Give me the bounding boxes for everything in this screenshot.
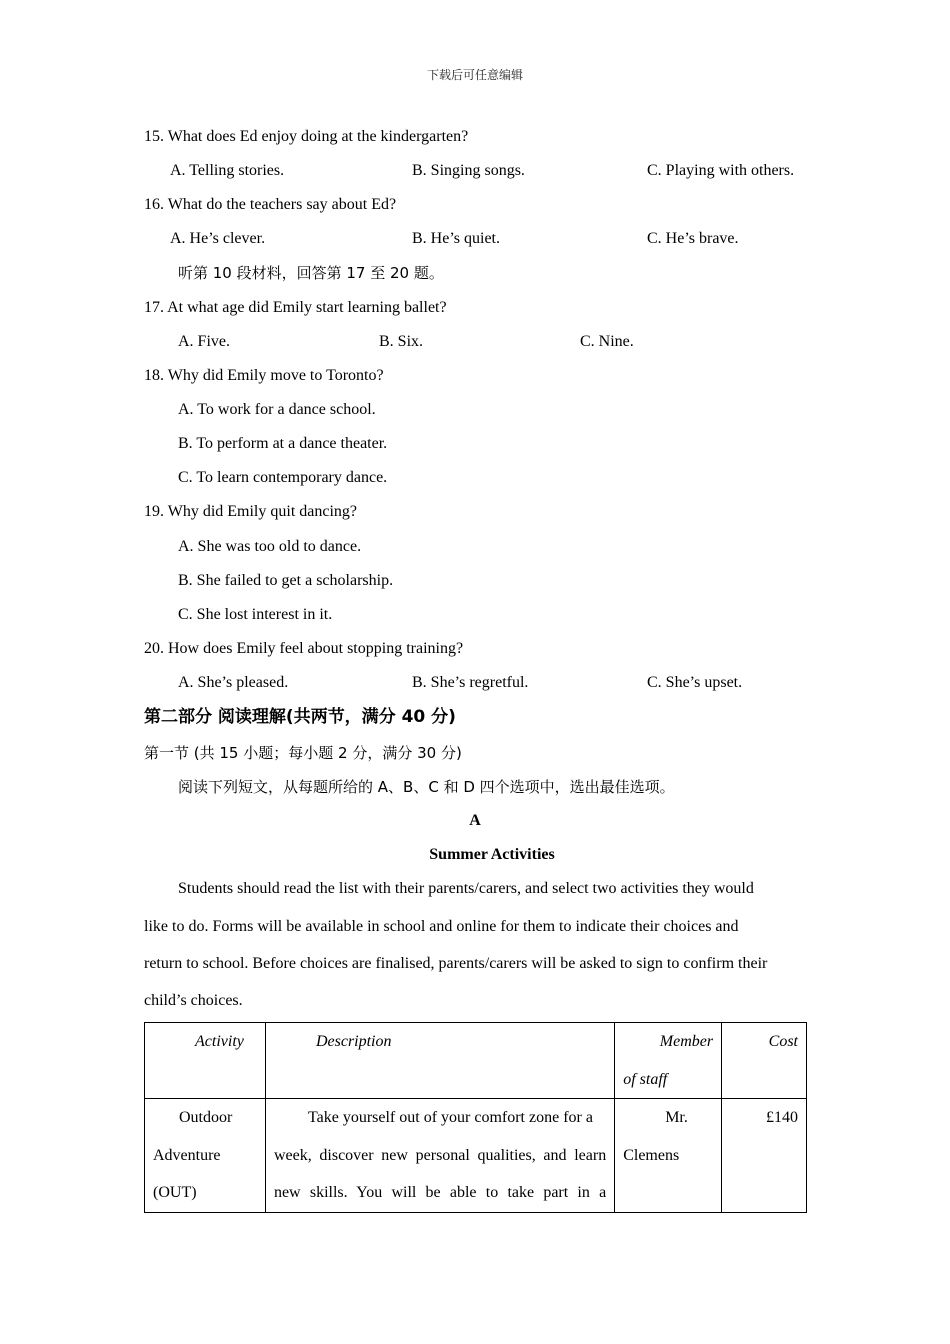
question-18: 18. Why did Emily move to Toronto? xyxy=(144,367,384,384)
reading-instruction: 阅读下列短文，从每题所给的 A、B、C 和 D 四个选项中，选出最佳选项。 xyxy=(178,778,675,796)
cell-cost: £140 xyxy=(722,1099,807,1213)
passage-title: Summer Activities xyxy=(429,846,555,863)
option-18-b: B. To perform at a dance theater. xyxy=(178,435,388,452)
header-description: Description xyxy=(265,1023,614,1099)
cell-activity: Outdoor Adventure (OUT) xyxy=(145,1099,266,1213)
option-19-c: C. She lost interest in it. xyxy=(178,606,333,623)
section1-title: 第一节 (共 15 小题；每小题 2 分，满分 30 分) xyxy=(144,744,462,762)
intro-line-2: like to do. Forms will be available in school and online for them to indicate their choices and xyxy=(144,918,739,935)
option-20-b: B. She’s regretful. xyxy=(412,674,529,691)
option-20-a: A. She’s pleased. xyxy=(178,674,289,691)
option-19-a: A. She was too old to dance. xyxy=(178,538,362,555)
table-row xyxy=(145,1099,807,1213)
part2-title: 第二部分 阅读理解(共两节，满分 40 分) xyxy=(144,707,456,727)
option-16-c: C. He’s brave. xyxy=(647,230,739,247)
header-activity: Activity xyxy=(145,1023,266,1099)
question-16: 16. What do the teachers say about Ed? xyxy=(144,196,397,213)
option-15-c: C. Playing with others. xyxy=(647,162,795,179)
intro-line-3: return to school. Before choices are finalised, parents/carers will be asked to sign to confirm their xyxy=(144,955,768,972)
activities-table xyxy=(144,1022,807,1213)
listening-instruction: 听第 10 段材料，回答第 17 至 20 题。 xyxy=(178,264,444,282)
cell-description: Take yourself out of your comfort zone for a week, discover new personal qualities, and learn new skills. You will be able to take part in a xyxy=(265,1099,614,1213)
question-17: 17. At what age did Emily start learning ballet? xyxy=(144,299,447,316)
table-header-row xyxy=(145,1023,807,1099)
option-15-b: B. Singing songs. xyxy=(412,162,525,179)
option-19-b: B. She failed to get a scholarship. xyxy=(178,572,394,589)
option-17-c: C. Nine. xyxy=(580,333,634,350)
page-header: 下载后可任意编辑 xyxy=(426,68,523,82)
option-16-a: A. He’s clever. xyxy=(170,230,266,247)
option-20-c: C. She’s upset. xyxy=(647,674,743,691)
intro-line-4: child’s choices. xyxy=(144,992,243,1009)
header-cost: Cost xyxy=(722,1023,807,1099)
question-20: 20. How does Emily feel about stopping training? xyxy=(144,640,464,657)
option-16-b: B. He’s quiet. xyxy=(412,230,500,247)
option-17-a: A. Five. xyxy=(178,333,230,350)
question-19: 19. Why did Emily quit dancing? xyxy=(144,503,358,520)
option-15-a: A. Telling stories. xyxy=(170,162,285,179)
cell-staff: Mr. Clemens xyxy=(615,1099,722,1213)
option-18-c: C. To learn contemporary dance. xyxy=(178,469,388,486)
intro-line-1: Students should read the list with their parents/carers, and select two activities they would xyxy=(178,880,754,897)
question-15: 15. What does Ed enjoy doing at the kindergarten? xyxy=(144,128,469,145)
header-staff: Member of staff xyxy=(615,1023,722,1099)
passage-letter: A xyxy=(469,812,481,829)
option-17-b: B. Six. xyxy=(379,333,424,350)
option-18-a: A. To work for a dance school. xyxy=(178,401,376,418)
